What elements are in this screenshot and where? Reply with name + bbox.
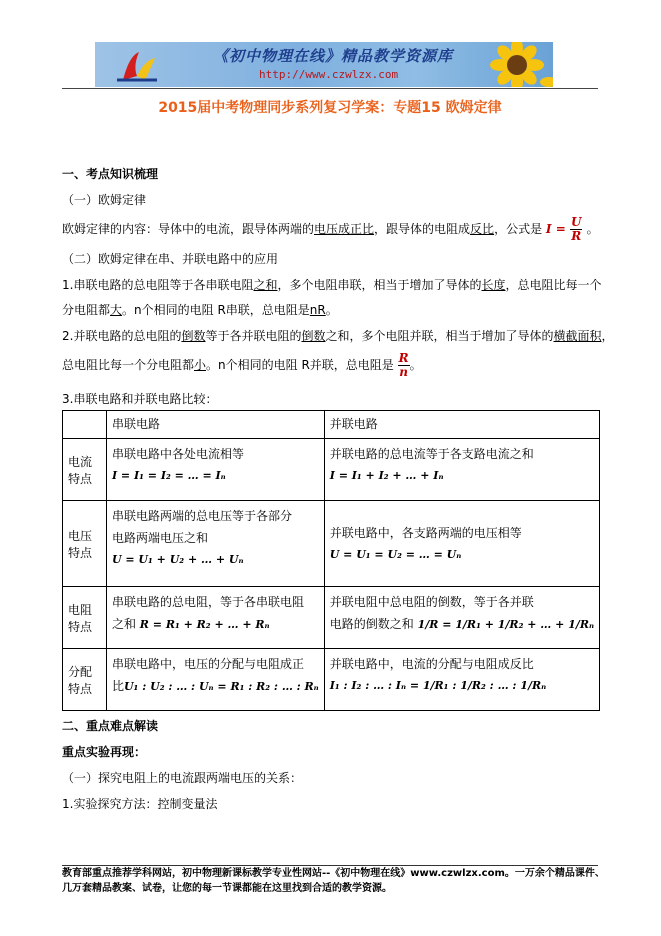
footer-line-1: 教育部重点推荐学科网站，初中物理新课标教学专业性网站--《初中物理在线》www.czwlzx.com。一万余个精品课件、: [62, 868, 605, 879]
key-experiment-heading: 重点实验再现：: [62, 745, 147, 759]
cell-parallel-voltage: 并联电路中，各支路两端的电压相等 U = U₁ = U₂ = … = Uₙ: [324, 501, 599, 587]
banner-title: 《初中物理在线》精品教学资源库: [213, 47, 454, 65]
cell-series-voltage: 串联电路两端的总电压等于各部分 电路两端电压之和 U = U₁ + U₂ + … + Uₙ: [106, 501, 324, 587]
document-title: 2015届中考物理同步系列复习学案：专题15 欧姆定律: [158, 100, 502, 116]
parallel-resistance-formula: $\frac{R}{n}$: [398, 351, 409, 380]
cell-parallel-current: 并联电路的总电流等于各支路电流之和 I = I₁ + I₂ + … + Iₙ: [324, 439, 599, 501]
ohm-formula: I = $\frac{U}{R}$: [545, 215, 582, 244]
cell-parallel-distribution: 并联电路中，电流的分配与电阻成反比 I₁ : I₂ : … : Iₙ = 1/R₁ : 1/R₂ : … : 1/Rₙ: [324, 649, 599, 711]
experiment-item-1: （一）探究电阻上的电流跟两端电压的关系：: [62, 771, 303, 785]
experiment-item-2: 1.实验探究方法：控制变量法: [62, 797, 218, 811]
ohm-law-statement: 欧姆定律的内容：导体中的电流，跟导体两端的电压成正比，跟导体的电阻成反比，公式是 I = $\frac{U}{R}$ 。: [62, 215, 599, 244]
table-header-row: [63, 411, 600, 439]
table-row: [63, 439, 600, 501]
row-head-current: 电流特点: [63, 439, 107, 501]
footer-line-2: 几万套精品教案、试卷，让您的每一节课都能在这里找到合适的教学资源。: [62, 883, 392, 894]
logo-icon: [115, 46, 159, 84]
comparison-intro: 3.串联电路和并联电路比较：: [62, 392, 218, 406]
banner-url[interactable]: http://www.czwlzx.com: [259, 68, 399, 81]
row-head-resistance: 电阻特点: [63, 587, 107, 649]
cell-parallel-resistance: 并联电阻中总电阻的倒数，等于各并联 电路的倒数之和 1/R = 1/R₁ + 1/R₂ + … + 1/Rₙ: [324, 587, 599, 649]
table-row: [63, 587, 600, 649]
table-header-series: 串联电路: [106, 411, 324, 439]
cell-series-resistance: 串联电路的总电阻，等于各串联电阻 之和 R = R₁ + R₂ + … + Rₙ: [106, 587, 324, 649]
sunflower-icon: [487, 42, 553, 87]
cell-series-distribution: 串联电路中，电压的分配与电阻成正 比U₁ : U₂ : … : Uₙ = R₁ : R₂ : … : Rₙ: [106, 649, 324, 711]
subheading-circuits: （二）欧姆定律在串、并联电路中的应用: [62, 252, 279, 266]
series-paragraph-line1: 1.串联电路的总电阻等于各串联电阻之和，多个电阻串联，相当于增加了导体的长度，总电阻比每一个: [62, 278, 602, 292]
table-corner-cell: [63, 411, 107, 439]
series-paragraph-line2: 分电阻都大。n个相同的电阻 R串联，总电阻是nR。: [62, 303, 338, 317]
parallel-paragraph-line1: 2.并联电路的总电阻的倒数等于各并联电阻的倒数之和，多个电阻并联，相当于增加了导体的横截面积，: [62, 329, 614, 343]
row-head-voltage: 电压特点: [63, 501, 107, 587]
cell-series-current: 串联电路中各处电流相等 I = I₁ = I₂ = … = Iₙ: [106, 439, 324, 501]
table-row: [63, 649, 600, 711]
header-banner: [95, 42, 553, 87]
section-heading-1: 一、考点知识梳理: [62, 167, 159, 181]
row-head-distribution: 分配特点: [63, 649, 107, 711]
comparison-table: [62, 410, 600, 711]
table-row: [63, 501, 600, 587]
subheading-ohm-law: （一）欧姆定律: [62, 193, 147, 207]
table-header-parallel: 并联电路: [324, 411, 599, 439]
header-rule: [62, 88, 598, 89]
parallel-paragraph-line2: 总电阻比每一个分电阻都小。n个相同的电阻 R并联，总电阻是 $\frac{R}{n}$ 。: [62, 351, 422, 380]
section-heading-2: 二、重点难点解读: [62, 719, 159, 733]
